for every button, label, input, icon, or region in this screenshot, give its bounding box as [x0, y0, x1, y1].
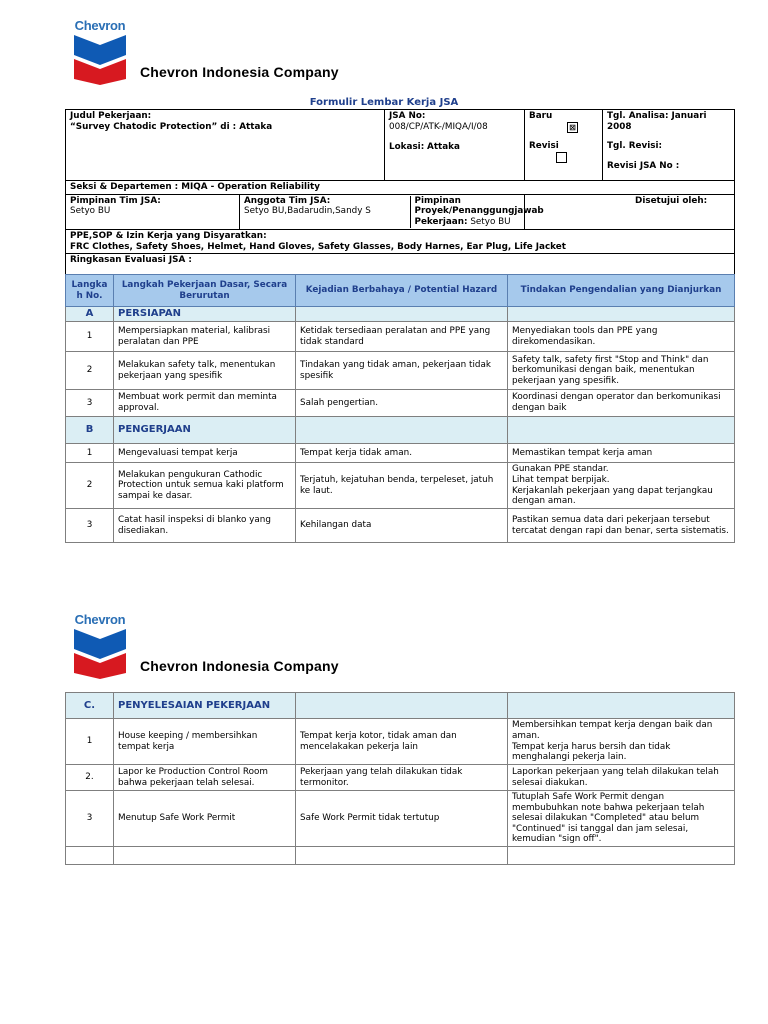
logo-wordmark: Chevron [74, 18, 126, 33]
judul-value: “Survey Chatodic Protection” di : Attaka [70, 121, 273, 132]
step-number: 3 [66, 791, 114, 847]
judul-cell [66, 110, 385, 181]
col-header-hazard: Kejadian Berbahaya / Potential Hazard [296, 275, 508, 307]
lokasi-value: Attaka [427, 142, 460, 153]
col-header-step: Langkah Pekerjaan Dasar, Secara Berurutan [114, 275, 296, 307]
table-row [66, 352, 735, 390]
step-number: 3 [66, 390, 114, 417]
company-name-page2: Chevron Indonesia Company [140, 658, 339, 674]
empty-cell [296, 847, 508, 865]
table-header-row [66, 275, 735, 307]
anggota-label: Anggota Tim JSA: [244, 195, 331, 206]
empty-cell [508, 847, 735, 865]
step-description: Membuat work permit dan meminta approval. [114, 390, 296, 417]
section-row [66, 417, 735, 444]
empty-cell [66, 847, 114, 865]
step-description: Lapor ke Production Control Room bahwa pekerjaan telah selesai. [114, 765, 296, 791]
hazard-description: Salah pengertian. [296, 390, 508, 417]
steps-body-page2 [66, 693, 735, 865]
control-description: Menyediakan tools dan PPE yang direkomendasikan. [508, 322, 735, 352]
baru-checkbox[interactable]: ⊠ [567, 122, 578, 133]
table-row [66, 322, 735, 352]
proyek-cell [410, 195, 544, 228]
step-number: 2 [66, 463, 114, 509]
ppe-cell [66, 229, 735, 253]
step-description: Mengevaluasi tempat kerja [114, 444, 296, 463]
chevron-emblem-icon [70, 627, 130, 679]
section-empty-cell [508, 417, 735, 444]
tgl-revisi: Tgl. Revisi: [607, 141, 662, 152]
control-description: Pastikan semua data dari pekerjaan tersebut tercatat dengan rapi dan benar, serta sistematis. [508, 509, 735, 543]
section-empty-cell [296, 307, 508, 322]
step-number: 3 [66, 509, 114, 543]
seksi-departemen: Seksi & Departemen : MIQA - Operation Reliability [66, 181, 735, 195]
step-number: 2 [66, 352, 114, 390]
step-description: Melakukan pengukuran Cathodic Protection untuk semua kaki platform sampai ke dasar. [114, 463, 296, 509]
table-row [66, 509, 735, 543]
section-empty-cell [508, 693, 735, 719]
step-description: Menutup Safe Work Permit [114, 791, 296, 847]
empty-row [66, 847, 735, 865]
jsa-steps-table [65, 274, 735, 543]
pimpinan-label: Pimpinan Tim JSA: [70, 195, 161, 206]
pimpinan-cell [66, 194, 240, 229]
chevron-emblem-icon [70, 33, 130, 85]
table-row [66, 791, 735, 847]
pimpinan-value: Setyo BU [70, 206, 111, 217]
col-header-no: Langka h No. [66, 275, 114, 307]
revisi-label: Revisi [529, 141, 559, 152]
step-description: Melakukan safety talk, menentukan pekerjaan yang spesifik [114, 352, 296, 390]
ppe-label: PPE,SOP & Izin Kerja yang Disyaratkan: [70, 230, 267, 241]
revisi-jsa-no: Revisi JSA No : [607, 161, 680, 172]
proyek-label: Pimpinan Proyek/Penanggungjawab Pekerjaan: [414, 195, 544, 228]
step-number: 1 [66, 719, 114, 765]
hazard-description: Pekerjaan yang telah dilakukan tidak termonitor. [296, 765, 508, 791]
chevron-logo-page2 [70, 612, 130, 683]
jsa-steps-table-page2 [65, 692, 735, 865]
lokasi-label: Lokasi: [389, 142, 425, 153]
jsa-header-table [65, 109, 735, 276]
step-description: House keeping / membersihkan tempat kerja [114, 719, 296, 765]
ringkasan-evaluasi: Ringkasan Evaluasi JSA : [66, 254, 735, 276]
section-row [66, 693, 735, 719]
anggota-value: Setyo BU,Badarudin,Sandy S [244, 206, 371, 217]
section-title: PENGERJAAN [114, 417, 296, 444]
step-number: 1 [66, 322, 114, 352]
control-description: Koordinasi dengan operator dan berkomunikasi dengan baik [508, 390, 735, 417]
tanggal-cell [603, 110, 735, 181]
logo-wordmark: Chevron [74, 612, 126, 627]
jsa-no-value: 008/CP/ATK-/MIQA/I/08 [389, 121, 488, 132]
disetujui-label: Disetujui oleh: [525, 194, 735, 229]
section-row [66, 307, 735, 322]
step-description: Mempersiapkan material, kalibrasi peralatan dan PPE [114, 322, 296, 352]
section-empty-cell [508, 307, 735, 322]
empty-cell [114, 847, 296, 865]
jsa-no-label: JSA No: [389, 111, 426, 121]
control-description: Gunakan PPE standar. Lihat tempat berpijak. Kerjakanlah pekerjaan yang dapat terjangkau dengan aman. [508, 463, 735, 509]
col-header-control: Tindakan Pengendalian yang Dianjurkan [508, 275, 735, 307]
hazard-description: Tempat kerja tidak aman. [296, 444, 508, 463]
jsa-no-cell [385, 110, 525, 181]
company-name: Chevron Indonesia Company [140, 64, 339, 80]
step-description: Catat hasil inspeksi di blanko yang disediakan. [114, 509, 296, 543]
control-description: Laporkan pekerjaan yang telah dilakukan telah selesai diakukan. [508, 765, 735, 791]
baru-revisi-cell [525, 110, 603, 181]
steps-body [66, 307, 735, 543]
section-title: PERSIAPAN [114, 307, 296, 322]
section-id: A [66, 307, 114, 322]
table-row [66, 719, 735, 765]
section-empty-cell [296, 693, 508, 719]
anggota-cell [240, 196, 410, 228]
table-row [66, 444, 735, 463]
table-row [66, 765, 735, 791]
form-title: Formulir Lembar Kerja JSA [309, 97, 459, 108]
section-id: C. [66, 693, 114, 719]
control-description: Tutuplah Safe Work Permit dengan membubuhkan note bahwa pekerjaan telah selesai dilakukan "Completed" atau belum "Continued" isi tanggal dan jam selesai, kemudian "sign off". [508, 791, 735, 847]
revisi-checkbox[interactable] [556, 152, 567, 163]
section-empty-cell [296, 417, 508, 444]
table-row [66, 390, 735, 417]
table-row [66, 463, 735, 509]
baru-label: Baru [529, 111, 553, 121]
hazard-description: Tempat kerja kotor, tidak aman dan mencelakakan pekerja lain [296, 719, 508, 765]
section-title: PENYELESAIAN PEKERJAAN [114, 693, 296, 719]
ppe-value: FRC Clothes, Safety Shoes, Helmet, Hand Gloves, Safety Glasses, Body Harnes, Ear Plug, Life Jacket [70, 241, 566, 252]
hazard-description: Ketidak tersediaan peralatan and PPE yang tidak standard [296, 322, 508, 352]
control-description: Safety talk, safety first "Stop and Think" dan berkomunikasi dengan baik, menentukan pekerjaan yang spesifik. [508, 352, 735, 390]
proyek-value: Setyo BU [470, 217, 511, 228]
chevron-logo [70, 18, 130, 89]
hazard-description: Kehilangan data [296, 509, 508, 543]
control-description: Memastikan tempat kerja aman [508, 444, 735, 463]
anggota-proyek-cell [240, 194, 544, 229]
section-id: B [66, 417, 114, 444]
hazard-description: Safe Work Permit tidak tertutup [296, 791, 508, 847]
hazard-description: Tindakan yang tidak aman, pekerjaan tidak spesifik [296, 352, 508, 390]
step-number: 2. [66, 765, 114, 791]
tgl-analisa: Tgl. Analisa: Januari 2008 [607, 111, 707, 132]
step-number: 1 [66, 444, 114, 463]
control-description: Membersihkan tempat kerja dengan baik dan aman. Tempat kerja harus bersih dan tidak menghalangi pekerja lain. [508, 719, 735, 765]
judul-label: Judul Pekerjaan: [70, 111, 152, 121]
hazard-description: Terjatuh, kejatuhan benda, terpeleset, jatuh ke laut. [296, 463, 508, 509]
